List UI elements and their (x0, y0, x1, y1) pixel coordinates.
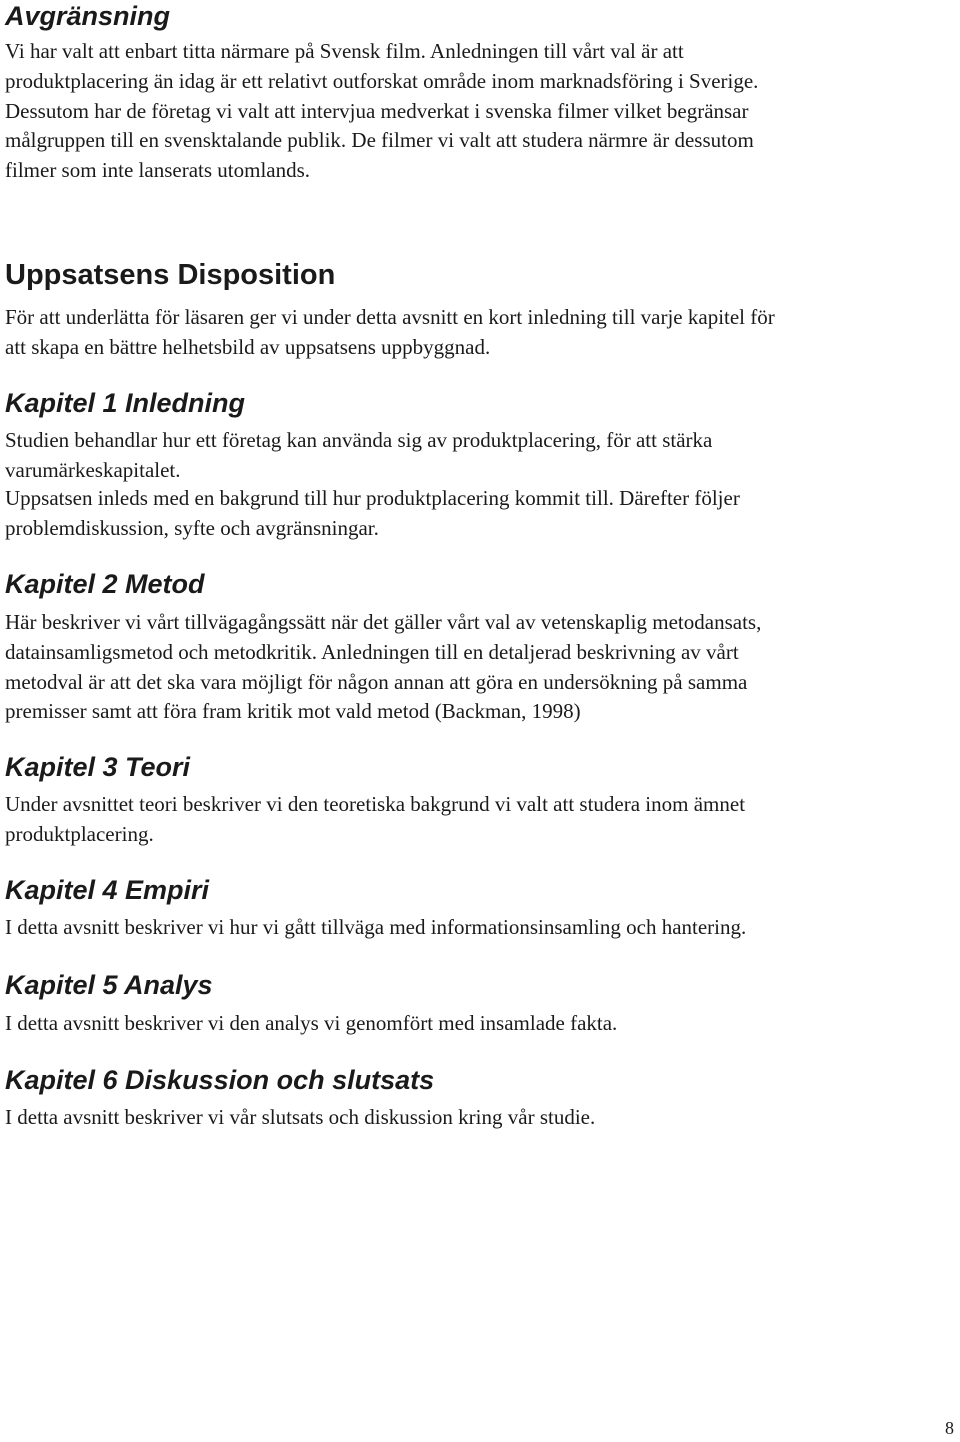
section-heading-disposition: Uppsatsens Disposition (5, 259, 336, 291)
paragraph-kapitel-1a (5, 426, 955, 486)
section-heading-kapitel-3: Kapitel 3 Teori (5, 752, 191, 782)
paragraph-avgransning (5, 37, 955, 186)
text-line: I detta avsnitt beskriver vi vår slutsats och diskussion kring vår studie. (5, 1105, 596, 1129)
paragraph-disposition (5, 303, 955, 363)
text-line: produktplacering än idag är ett relativt outforskat område inom marknadsföring i Sverige. (5, 68, 759, 93)
text-line: Studien behandlar hur ett företag kan använda sig av produktplacering, för att stärka (5, 428, 713, 452)
section-heading-avgransning: Avgränsning (5, 1, 171, 31)
section-heading-kapitel-6: Kapitel 6 Diskussion och slutsats (5, 1065, 435, 1095)
text-line: Här beskriver vi vårt tillvägagångssätt när det gäller vårt val av vetenskaplig metodansats, (5, 610, 762, 634)
text-line: produktplacering. (5, 821, 154, 846)
text-line: målgruppen till en svensktalande publik. De filmer vi valt att studera närmre är dessutom (5, 128, 754, 153)
page-number: 8 (945, 1418, 954, 1438)
section-heading-kapitel-4: Kapitel 4 Empiri (5, 875, 210, 905)
text-line: För att underlätta för läsaren ger vi under detta avsnitt en kort inledning till varje kapitel för (5, 305, 775, 329)
text-line: Vi har valt att enbart titta närmare på Svensk film. Anledningen till vårt val är att (5, 39, 684, 63)
paragraph-kapitel-3 (5, 790, 955, 850)
text-line: I detta avsnitt beskriver vi den analys vi genomfört med insamlade fakta. (5, 1011, 618, 1035)
text-line: metodval är att det ska vara möjligt för någon annan att göra en undersökning på samma (5, 669, 748, 694)
text-line: Uppsatsen inleds med en bakgrund till hur produktplacering kommit till. Därefter följer (5, 486, 740, 510)
text-line: varumärkeskapitalet. (5, 457, 181, 482)
section-heading-kapitel-2: Kapitel 2 Metod (5, 569, 205, 599)
text-line: datainsamligsmetod och metodkritik. Anledningen till en detaljerad beskrivning av vårt (5, 639, 739, 664)
paragraph-kapitel-2 (5, 608, 955, 727)
paragraph-kapitel-1b (5, 484, 955, 544)
text-line: problemdiskussion, syfte och avgränsningar. (5, 515, 379, 540)
paragraph-kapitel-6 (5, 1103, 955, 1133)
text-line: I detta avsnitt beskriver vi hur vi gått tillväga med informationsinsamling och hantering. (5, 915, 747, 939)
text-line: Under avsnittet teori beskriver vi den teoretiska bakgrund vi valt att studera inom ämnet (5, 792, 746, 816)
paragraph-kapitel-4 (5, 913, 955, 943)
paragraph-kapitel-5 (5, 1009, 955, 1039)
text-line: filmer som inte lanserats utomlands. (5, 158, 311, 183)
text-line: premisser samt att föra fram kritik mot vald metod (Backman, 1998) (5, 699, 581, 724)
text-line: att skapa en bättre helhetsbild av uppsatsens uppbyggnad. (5, 334, 491, 359)
section-heading-kapitel-1: Kapitel 1 Inledning (5, 388, 246, 418)
text-line: Dessutom har de företag vi valt att intervjua medverkat i svenska filmer vilket begränsar (5, 98, 749, 123)
section-heading-kapitel-5: Kapitel 5 Analys (5, 970, 213, 1000)
